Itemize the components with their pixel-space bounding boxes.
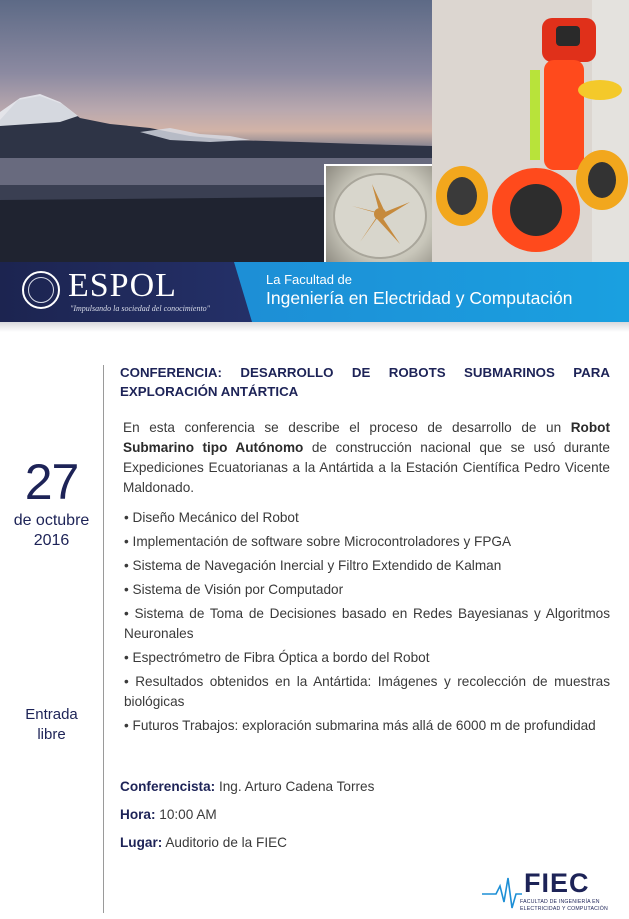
fiec-logo xyxy=(482,868,612,916)
list-item: • Diseño Mecánico del Robot xyxy=(124,510,299,525)
event-year: 2016 xyxy=(33,532,70,549)
description-text-end: de construcción nacional que se usó durante Expediciones Ecuatorianas a la Antártida a la Estación Científica Pedro Vicente Maldonado. xyxy=(123,440,610,495)
topic-list xyxy=(124,508,610,740)
fiec-wordmark: FIEC xyxy=(524,868,590,898)
list-item: • Resultados obtenidos en la Antártida: Imágenes y recolección de muestras biológicas xyxy=(124,674,610,709)
espol-seal-icon xyxy=(22,271,60,309)
event-title xyxy=(120,363,610,401)
espol-wordmark: ESPOL xyxy=(68,267,177,304)
list-item: • Espectrómetro de Fibra Óptica a bordo del Robot xyxy=(124,650,430,665)
fiec-subtitle-line1: FACULTAD DE INGENIERÍA EN xyxy=(520,899,600,905)
faculty-banner xyxy=(252,262,629,322)
starfish-sample-photo xyxy=(324,164,434,262)
place-line xyxy=(120,835,287,850)
underwater-robot-photo xyxy=(432,0,629,262)
banner-shadow xyxy=(0,322,629,332)
list-item: • Sistema de Toma de Decisiones basado en Redes Bayesianas y Algoritmos Neuronales xyxy=(124,606,610,641)
description-text: En esta conferencia se describe el proceso de desarrollo de un xyxy=(123,420,571,435)
list-item: • Futuros Trabajos: exploración submarina más allá de 6000 m de profundidad xyxy=(124,718,596,733)
speaker-name: Ing. Arturo Cadena Torres xyxy=(218,779,375,794)
event-month: de octubre xyxy=(13,512,90,529)
place-value: Auditorio de la FIEC xyxy=(165,835,287,850)
column-divider xyxy=(103,365,104,913)
description-highlight: Robot Submarino tipo Autónomo xyxy=(123,420,610,455)
list-item: • Sistema de Visión por Computador xyxy=(124,582,344,597)
event-day: 27 xyxy=(24,454,79,510)
faculty-prefix: La Facultad de xyxy=(266,272,353,287)
time-label: Hora: xyxy=(120,807,156,822)
list-item: • Implementación de software sobre Microcontroladores y FPGA xyxy=(124,534,512,549)
entry-label: Entrada xyxy=(25,706,78,723)
fiec-subtitle xyxy=(520,899,608,912)
speaker-line xyxy=(120,779,374,794)
header-photo-collage xyxy=(0,0,629,262)
event-title-line1: CONFERENCIA: DESARROLLO DE ROBOTS SUBMARINOS PARA xyxy=(120,365,610,380)
speaker-label: Conferencista: xyxy=(120,779,216,794)
fiec-subtitle-line2: ELECTRICIDAD Y COMPUTACIÓN xyxy=(520,905,608,912)
list-item: • Sistema de Navegación Inercial y Filtro Extendido de Kalman xyxy=(124,558,502,573)
time-value: 10:00 AM xyxy=(159,807,217,822)
entry-label-free: libre xyxy=(37,726,66,743)
institution-banner xyxy=(0,262,629,322)
faculty-name: Ingeniería en Electridad y Computación xyxy=(266,288,573,308)
place-label: Lugar: xyxy=(120,835,163,850)
event-title-line2: EXPLORACIÓN ANTÁRTICA xyxy=(120,384,299,399)
espol-tagline: "Impulsando la sociedad del conocimiento" xyxy=(70,304,211,313)
time-line xyxy=(120,807,217,822)
event-description xyxy=(123,418,610,498)
